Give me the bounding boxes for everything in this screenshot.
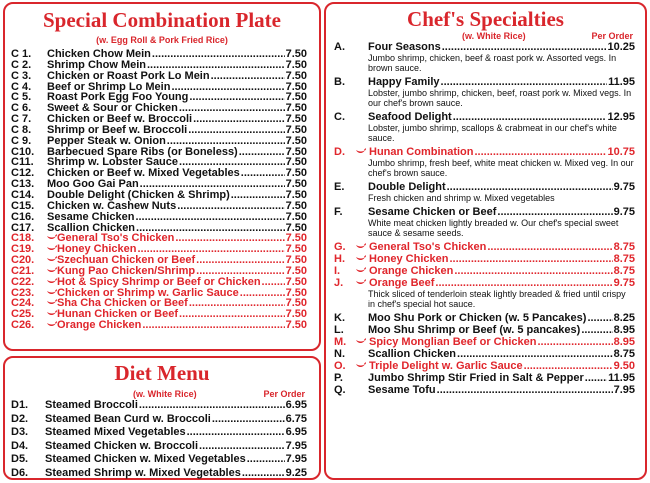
item-name: Spicy Monglian Beef or Chicken bbox=[369, 336, 537, 348]
item-name: Scallion Chicken bbox=[47, 221, 136, 234]
item-price: 12.95 bbox=[607, 111, 635, 123]
item-price: 8.95 bbox=[613, 324, 635, 336]
item-name: Steamed Bean Curd w. Broccoli bbox=[45, 412, 211, 425]
item-price: 7.50 bbox=[285, 286, 307, 299]
dot-leader bbox=[211, 71, 285, 82]
item-code: C 5. bbox=[11, 91, 32, 104]
item-price: 7.50 bbox=[285, 102, 307, 115]
item-name: Orange Beef bbox=[369, 277, 435, 289]
spicy-menu-item-row bbox=[11, 309, 307, 320]
item-price: 7.50 bbox=[285, 188, 307, 201]
item-name: Kung Pao Chicken/Shrimp bbox=[57, 264, 196, 277]
menu-item-row bbox=[334, 324, 635, 336]
diet-per-order: Per Order bbox=[263, 389, 305, 399]
item-code: C20. bbox=[11, 254, 35, 267]
item-code: C16. bbox=[11, 210, 35, 223]
item-code: C18. bbox=[11, 232, 35, 245]
item-code: C12. bbox=[11, 167, 35, 180]
item-name: Shrimp Chow Mein bbox=[47, 58, 146, 71]
menu-item-row bbox=[334, 76, 635, 88]
pepper-icon bbox=[46, 320, 57, 331]
item-price: 7.50 bbox=[285, 156, 307, 169]
pepper-icon bbox=[46, 298, 57, 309]
item-description: Thick sliced of tenderloin steak lightly breaded & fried until crispy in chef's special hot sauce. bbox=[368, 289, 626, 309]
chef-item bbox=[334, 76, 635, 108]
menu-item-row bbox=[11, 413, 307, 427]
item-price: 9.75 bbox=[613, 181, 635, 193]
chef-item bbox=[334, 324, 635, 336]
chef-subtitle: (w. White Rice) bbox=[462, 31, 526, 41]
dot-leader bbox=[242, 467, 285, 480]
item-name: Moo Shu Pork or Chicken (w. 5 Pancakes) bbox=[368, 312, 587, 324]
menu-item-row bbox=[11, 453, 307, 467]
item-code: J. bbox=[334, 277, 344, 289]
item-price: 9.75 bbox=[613, 206, 635, 218]
item-code: C14. bbox=[11, 188, 35, 201]
item-name: Sha Cha Chicken or Beef bbox=[57, 297, 188, 310]
combination-title: Special Combination Plate bbox=[42, 8, 281, 32]
item-price: 7.50 bbox=[285, 275, 307, 288]
item-name: Chicken or Shrimp w. Garlic Sauce bbox=[57, 286, 239, 299]
item-name: Chicken or Roast Pork Lo Mein bbox=[47, 69, 210, 82]
dot-leader bbox=[247, 453, 285, 466]
chef-item bbox=[334, 146, 635, 178]
dot-leader bbox=[239, 147, 285, 158]
item-code: C15. bbox=[11, 199, 35, 212]
item-name: Hot & Spicy Shrimp or Beef or Chicken bbox=[57, 275, 261, 288]
combination-plate-panel bbox=[3, 2, 321, 351]
dot-leader bbox=[447, 181, 613, 193]
item-name: Four Seasons bbox=[368, 41, 441, 53]
item-code: I. bbox=[334, 265, 341, 277]
spicy-menu-item-row bbox=[334, 253, 635, 265]
chef-item bbox=[334, 348, 635, 360]
item-code: C24. bbox=[11, 297, 35, 310]
chef-item bbox=[334, 181, 635, 203]
dot-leader bbox=[457, 348, 613, 360]
item-price: 6.95 bbox=[285, 426, 307, 439]
dot-leader bbox=[587, 312, 612, 324]
dot-leader bbox=[179, 103, 285, 114]
item-code: D. bbox=[334, 146, 345, 158]
item-code: H. bbox=[334, 253, 345, 265]
item-name: Pepper Steak w. Onion bbox=[47, 134, 166, 147]
chef-item bbox=[334, 111, 635, 143]
chef-item bbox=[334, 336, 635, 348]
spicy-menu-item-row bbox=[334, 336, 635, 348]
item-price: 7.50 bbox=[285, 167, 307, 180]
item-code: E. bbox=[334, 181, 345, 193]
item-code: C17. bbox=[11, 221, 35, 234]
diet-title: Diet Menu bbox=[114, 361, 210, 385]
item-code: C26. bbox=[11, 319, 35, 332]
item-name: Roast Pork Egg Foo Young bbox=[47, 91, 189, 104]
item-code: D1. bbox=[11, 399, 29, 411]
item-name: Shrimp w. Lobster Sauce bbox=[47, 156, 179, 169]
item-price: 7.50 bbox=[285, 48, 307, 60]
dot-leader bbox=[171, 82, 284, 93]
item-code: C23. bbox=[11, 286, 35, 299]
diet-menu-panel bbox=[3, 356, 321, 480]
item-price: 11.95 bbox=[608, 76, 635, 88]
item-code: C 8. bbox=[11, 123, 32, 136]
dot-leader bbox=[193, 114, 285, 125]
dot-leader bbox=[262, 277, 285, 288]
dot-leader bbox=[139, 399, 285, 412]
item-name: Sweet & Sour or Chicken bbox=[47, 102, 178, 115]
item-name: Double Delight bbox=[368, 181, 446, 193]
dot-leader bbox=[487, 241, 612, 253]
item-description: Jumbo shrimp, chicken, beef & roast pork w. Assorted vegs. In brown sauce. bbox=[368, 53, 617, 73]
item-price: 8.75 bbox=[613, 241, 635, 253]
item-code: C 9. bbox=[11, 134, 32, 147]
item-name: Orange Chicken bbox=[57, 319, 142, 332]
item-code: C 6. bbox=[11, 102, 32, 115]
dot-leader bbox=[537, 336, 612, 348]
chef-item bbox=[334, 265, 635, 277]
item-price: 7.50 bbox=[285, 297, 307, 310]
item-name: Honey Chicken bbox=[369, 253, 449, 265]
item-name: Hunan Combination bbox=[369, 146, 474, 158]
dot-leader bbox=[585, 372, 607, 384]
item-code: F. bbox=[334, 206, 343, 218]
menu-item-row bbox=[11, 71, 307, 82]
item-code: N. bbox=[334, 348, 345, 360]
item-price: 7.50 bbox=[285, 134, 307, 147]
item-code: C 7. bbox=[11, 113, 32, 126]
pepper-icon bbox=[355, 277, 369, 289]
item-name: General Tso's Chicken bbox=[57, 232, 175, 245]
dot-leader bbox=[179, 309, 285, 320]
dot-leader bbox=[199, 440, 285, 453]
menu-item-row bbox=[11, 136, 307, 147]
pepper-icon bbox=[46, 277, 57, 288]
dot-leader bbox=[441, 76, 608, 88]
item-price: 7.50 bbox=[285, 91, 307, 104]
item-code: C19. bbox=[11, 243, 35, 256]
dot-leader bbox=[449, 253, 612, 265]
menu-item-row bbox=[11, 467, 307, 481]
item-code: C 3. bbox=[11, 69, 32, 82]
item-code: Q. bbox=[334, 384, 346, 396]
menu-item-row bbox=[11, 212, 307, 223]
menu-item-row bbox=[11, 426, 307, 440]
pepper-icon bbox=[355, 360, 369, 372]
dot-leader bbox=[241, 168, 285, 179]
dot-leader bbox=[196, 255, 284, 266]
item-price: 7.50 bbox=[285, 319, 307, 332]
item-code: C10. bbox=[11, 145, 35, 158]
spicy-menu-item-row bbox=[334, 241, 635, 253]
menu-item-row bbox=[334, 384, 635, 396]
menu-item-row bbox=[334, 312, 635, 324]
item-name: Orange Chicken bbox=[369, 265, 454, 277]
item-description: Fresh chicken and shrimp w. Mixed vegetables bbox=[368, 193, 555, 203]
item-code: L. bbox=[334, 324, 344, 336]
item-price: 9.50 bbox=[613, 360, 635, 372]
item-price: 10.25 bbox=[607, 41, 635, 53]
item-price: 7.50 bbox=[285, 178, 307, 191]
item-price: 7.50 bbox=[285, 308, 307, 321]
item-code: C11. bbox=[11, 156, 34, 169]
item-code: B. bbox=[334, 76, 345, 88]
dot-leader bbox=[135, 212, 284, 223]
item-price: 9.75 bbox=[613, 277, 635, 289]
item-price: 7.50 bbox=[285, 264, 307, 277]
item-name: Barbecued Spare Ribs (or Boneless) bbox=[47, 145, 238, 158]
item-name: Chicken or Beef w. Broccoli bbox=[47, 113, 193, 126]
item-name: Moo Goo Gai Pan bbox=[47, 178, 139, 191]
menu-item-row bbox=[334, 348, 635, 360]
spicy-menu-item-row bbox=[334, 360, 635, 372]
item-price: 8.95 bbox=[613, 336, 635, 348]
dot-leader bbox=[524, 360, 613, 372]
combination-subtitle: (w. Egg Roll & Pork Fried Rice) bbox=[96, 35, 228, 45]
item-price: 7.95 bbox=[613, 384, 635, 396]
dot-leader bbox=[240, 288, 285, 299]
item-code: C13. bbox=[11, 178, 35, 191]
chef-item bbox=[334, 360, 635, 372]
dot-leader bbox=[497, 206, 612, 218]
item-name: Honey Chicken bbox=[57, 243, 137, 256]
pepper-icon bbox=[46, 288, 57, 299]
item-name: Chicken Chow Mein bbox=[47, 48, 151, 60]
dot-leader bbox=[187, 426, 285, 439]
pepper-icon bbox=[46, 233, 57, 244]
pepper-icon bbox=[355, 253, 369, 265]
spicy-menu-item-row bbox=[11, 320, 307, 331]
item-description: Jumbo shrimp, fresh beef, white meat chicken w. Mixed veg. In our chef's brown sauce. bbox=[368, 158, 634, 178]
menu-item-row bbox=[334, 181, 635, 193]
dot-leader bbox=[175, 233, 284, 244]
item-price: 7.50 bbox=[285, 80, 307, 93]
item-code: D4. bbox=[11, 439, 29, 452]
item-price: 7.50 bbox=[285, 113, 307, 126]
item-code: C25. bbox=[11, 308, 35, 321]
item-description: Lobster, jumbo shrimp, chicken, beef, roast pork w. Mixed vegs. In our chef's brown sauce. bbox=[368, 88, 632, 108]
item-code: C21. bbox=[11, 264, 35, 277]
item-price: 7.50 bbox=[285, 58, 307, 71]
item-code: O. bbox=[334, 360, 346, 372]
item-price: 6.75 bbox=[285, 412, 307, 425]
item-price: 7.50 bbox=[285, 221, 307, 234]
item-name: Moo Shu Shrimp or Beef (w. 5 pancakes) bbox=[368, 324, 581, 336]
item-name: Jumbo Shrimp Stir Fried in Salt & Pepper bbox=[368, 372, 584, 384]
chef-per-order: Per Order bbox=[591, 31, 633, 41]
item-price: 11.95 bbox=[608, 372, 635, 384]
item-price: 7.95 bbox=[285, 439, 307, 452]
item-name: Steamed Mixed Vegetables bbox=[45, 426, 186, 439]
chef-title: Chef's Specialties bbox=[407, 7, 564, 31]
dot-leader bbox=[189, 298, 285, 309]
item-price: 7.50 bbox=[285, 210, 307, 223]
item-price: 9.25 bbox=[285, 466, 307, 479]
item-name: Happy Family bbox=[368, 76, 440, 88]
item-code: C 2. bbox=[11, 58, 32, 71]
dot-leader bbox=[231, 190, 285, 201]
chef-item bbox=[334, 206, 635, 238]
item-name: Sesame Chicken bbox=[47, 210, 135, 223]
spicy-menu-item-row bbox=[334, 277, 635, 289]
item-price: 10.75 bbox=[607, 146, 635, 158]
menu-item-row bbox=[334, 372, 635, 384]
item-name: Steamed Chicken w. Mixed Vegetables bbox=[45, 453, 246, 466]
spicy-menu-item-row bbox=[11, 233, 307, 244]
item-name: Scallion Chicken bbox=[368, 348, 457, 360]
item-name: Double Delight (Chicken & Shrimp) bbox=[47, 188, 230, 201]
chef-item bbox=[334, 241, 635, 253]
chef-specialties-panel bbox=[324, 2, 647, 480]
item-name: Triple Delight w. Garlic Sauce bbox=[369, 360, 523, 372]
item-code: C. bbox=[334, 111, 345, 123]
dot-leader bbox=[189, 92, 284, 103]
chef-item bbox=[334, 253, 635, 265]
chef-item bbox=[334, 372, 635, 384]
item-price: 7.50 bbox=[285, 69, 307, 82]
item-code: D3. bbox=[11, 426, 29, 439]
menu-item-row bbox=[334, 41, 635, 53]
menu-item-row bbox=[334, 206, 635, 218]
item-name: Seafood Delight bbox=[368, 111, 452, 123]
item-code: K. bbox=[334, 312, 345, 324]
item-name: Hunan Chicken or Beef bbox=[57, 308, 179, 321]
pepper-icon bbox=[46, 266, 57, 277]
diet-subtitle: (w. White Rice) bbox=[133, 389, 197, 399]
item-price: 7.50 bbox=[285, 254, 307, 267]
item-name: Shrimp or Beef w. Broccoli bbox=[47, 123, 188, 136]
dot-leader bbox=[454, 265, 612, 277]
dot-leader bbox=[177, 201, 284, 212]
item-price: 8.75 bbox=[613, 348, 635, 360]
dot-leader bbox=[442, 41, 607, 53]
item-price: 6.95 bbox=[285, 399, 307, 411]
item-code: A. bbox=[334, 41, 345, 53]
menu-item-row bbox=[11, 440, 307, 454]
item-name: Szechuan Chicken or Beef bbox=[57, 254, 196, 267]
spicy-menu-item-row bbox=[11, 277, 307, 288]
chef-item bbox=[334, 384, 635, 396]
item-code: C22. bbox=[11, 275, 35, 288]
item-name: Beef or Shrimp Lo Mein bbox=[47, 80, 171, 93]
chef-item bbox=[334, 41, 635, 73]
item-code: G. bbox=[334, 241, 346, 253]
item-name: Chicken or Beef w. Mixed Vegetables bbox=[47, 167, 240, 180]
item-price: 7.50 bbox=[285, 123, 307, 136]
item-price: 7.95 bbox=[285, 453, 307, 466]
item-price: 8.25 bbox=[613, 312, 635, 324]
item-price: 7.50 bbox=[285, 199, 307, 212]
item-description: White meat chicken lightly breaded w. Our chef's special sweet sauce & sesame seeds. bbox=[368, 218, 619, 238]
chef-item bbox=[334, 277, 635, 309]
dot-leader bbox=[212, 413, 285, 426]
pepper-icon bbox=[355, 336, 369, 348]
item-name: Steamed Broccoli bbox=[45, 399, 138, 411]
item-name: Sesame Tofu bbox=[368, 384, 436, 396]
dot-leader bbox=[142, 320, 284, 331]
item-code: M. bbox=[334, 336, 347, 348]
pepper-icon bbox=[46, 255, 57, 266]
item-code: D2. bbox=[11, 412, 29, 425]
pepper-icon bbox=[355, 146, 369, 158]
item-name: Steamed Shrimp w. Mixed Vegetables bbox=[45, 466, 241, 479]
item-description: Lobster, jumbo shrimp, scallops & crabmeat in our chef's white sauce. bbox=[368, 123, 617, 143]
dot-leader bbox=[435, 277, 612, 289]
dot-leader bbox=[152, 49, 285, 60]
chef-item bbox=[334, 312, 635, 324]
item-price: 8.75 bbox=[613, 253, 635, 265]
item-name: Steamed Chicken w. Broccoli bbox=[45, 439, 199, 452]
item-code: D6. bbox=[11, 466, 29, 479]
item-price: 7.50 bbox=[285, 232, 307, 245]
item-code: D5. bbox=[11, 453, 29, 466]
item-code: P. bbox=[334, 372, 343, 384]
spicy-menu-item-row bbox=[334, 146, 635, 158]
item-price: 7.50 bbox=[285, 145, 307, 158]
menu-item-row bbox=[11, 399, 307, 413]
dot-leader bbox=[437, 384, 613, 396]
item-code: C 1. bbox=[11, 48, 32, 60]
item-price: 7.50 bbox=[285, 243, 307, 256]
pepper-icon bbox=[355, 265, 369, 277]
item-name: Sesame Chicken or Beef bbox=[368, 206, 497, 218]
combination-list bbox=[5, 49, 319, 331]
item-name: Chicken w. Cashew Nuts bbox=[47, 199, 177, 212]
dot-leader bbox=[475, 146, 607, 158]
dot-leader bbox=[453, 111, 607, 123]
pepper-icon bbox=[46, 309, 57, 320]
item-name: General Tso's Chicken bbox=[369, 241, 487, 253]
dot-leader bbox=[581, 324, 612, 336]
chef-list bbox=[326, 30, 645, 396]
dot-leader bbox=[188, 125, 284, 136]
item-price: 8.75 bbox=[613, 265, 635, 277]
pepper-icon bbox=[46, 244, 57, 255]
item-code: C 4. bbox=[11, 80, 32, 93]
menu-item-row bbox=[334, 111, 635, 123]
pepper-icon bbox=[355, 241, 369, 253]
spicy-menu-item-row bbox=[334, 265, 635, 277]
